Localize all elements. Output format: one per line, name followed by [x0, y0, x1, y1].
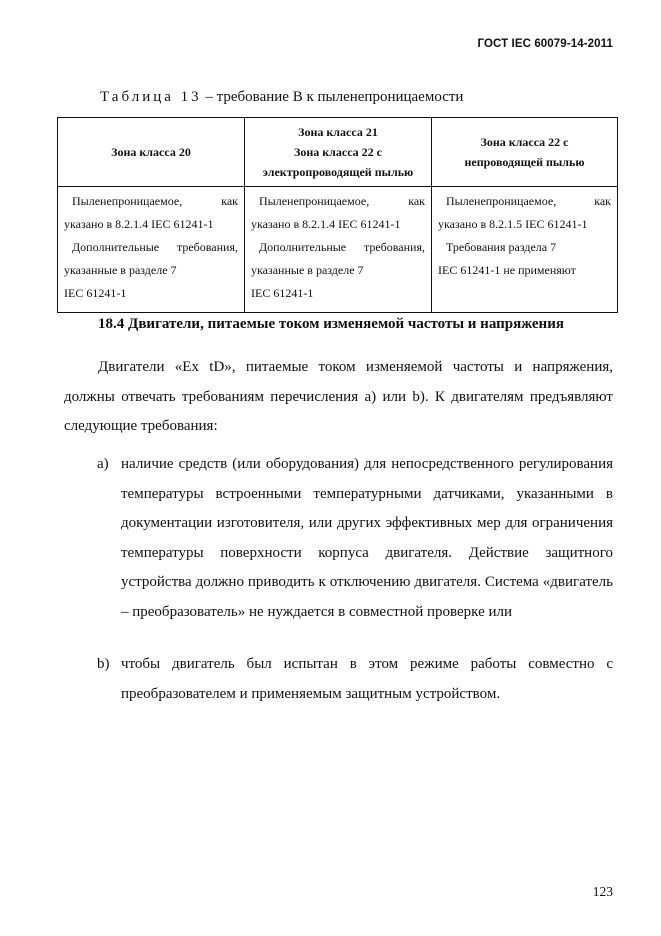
table-caption	[100, 89, 463, 106]
document-code-header: ГОСТ IEC 60079-14-2011	[477, 38, 613, 50]
column-header-zone-22-nonconductive: Зона класса 22 с непроводящей пылью	[432, 118, 618, 187]
dust-protection-table	[57, 117, 618, 313]
table-caption-label: Таблица 13	[100, 89, 202, 105]
page-number: 123	[592, 884, 613, 899]
table-cell-zone-22: Пыленепроницаемое, как указано в 8.2.1.5 IEC 61241-1 Требования раздела 7 IEC 61241-1 не применяют	[432, 187, 618, 313]
table-cell-zone-21: Пыленепроницаемое, как указано в 8.2.1.4 IEC 61241-1 Дополнительные требования, указанные в разделе 7 IEC 61241-1	[245, 187, 432, 313]
list-marker: а)	[97, 456, 109, 472]
table-caption-text: – требование В к пыленепроницаемости	[205, 89, 464, 105]
table-row	[58, 187, 618, 313]
table-header-row	[58, 118, 618, 187]
list-item-text: наличие средств (или оборудования) для непосредственного регулирования температуры встроенными температурными датчиками, указанными в документации изготовителя, или других эффективных мер для ограничения температуры поверхности корпуса двигателя. Действие защитного устройства должно приводить к отключению двигателя. Система «двигатель – преобразователь» не нуждается в совместной проверке или	[121, 456, 613, 620]
table-cell-zone-20: Пыленепроницаемое, как указано в 8.2.1.4 IEC 61241-1 Дополнительные требования, указанные в разделе 7 IEC 61241-1	[58, 187, 245, 313]
column-header-zone-20: Зона класса 20	[58, 118, 245, 187]
list-item	[64, 650, 613, 709]
list-item-text: чтобы двигатель был испытан в этом режиме работы совместно с преобразователем и применяемым защитным устройством.	[121, 656, 613, 702]
list-marker: b)	[97, 656, 110, 672]
intro-paragraph: Двигатели «Ex tD», питаемые током изменяемой частоты и напряжения, должны отвечать требованиям перечисления а) или b). К двигателям предъявляют следующие требования:	[64, 359, 613, 434]
list-item	[64, 450, 613, 627]
section-title: 18.4 Двигатели, питаемые током изменяемой частоты и напряжения	[98, 316, 564, 332]
column-header-zone-21-22-conductive: Зона класса 21 Зона класса 22 с электропроводящей пылью	[245, 118, 432, 187]
